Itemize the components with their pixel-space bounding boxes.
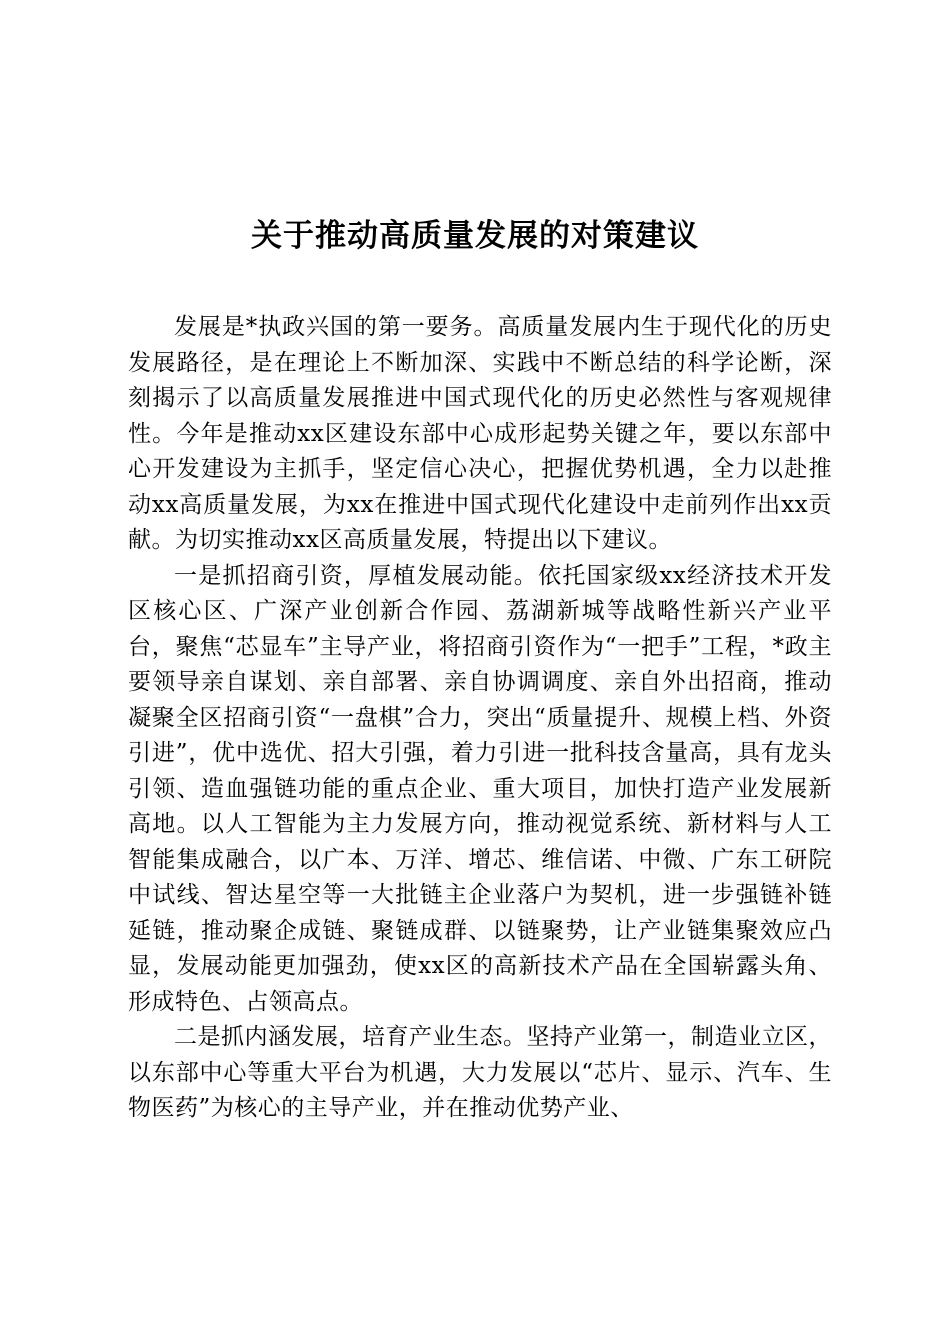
document-body (128, 310, 832, 1127)
document-title: 关于推动高质量发展的对策建议 (251, 218, 699, 254)
paragraph-investment: 一是抓招商引资，厚植发展动能。依托国家级xx经济技术开发区核心区、广深产业创新合作园、荔湖新城等战略性新兴产业平台，聚焦“芯显车”主导产业，将招商引资作为“一把手”工程，*政主要领导亲自谋划、亲自部署、亲自协调调度、亲自外出招商，推动凝聚全区招商引资“一盘棋”合力，突出“质量提升、规模上档、外资引进”，优中选优、招大引强，着力引进一批科技含量高，具有龙头引领、造血强链功能的重点企业、重大项目，加快打造产业发展新高地。以人工智能为主力发展方向，推动视觉系统、新材料与人工智能集成融合，以广本、万洋、增芯、维信诺、中微、广东工研院中试线、智达星空等一大批链主企业落户为契机，进一步强链补链延链，推动聚企成链、聚链成群、以链聚势，让产业链集聚效应凸显，发展动能更加强劲，使xx区的高新技术产品在全国崭露头角、形成特色、占领高点。 (128, 562, 832, 1015)
paragraph-intro: 发展是*执政兴国的第一要务。高质量发展内生于现代化的历史发展路径，是在理论上不断加深、实践中不断总结的科学论断，深刻揭示了以高质量发展推进中国式现代化的历史必然性与客观规律性。今年是推动xx区建设东部中心成形起势关键之年，要以东部中心开发建设为主抓手，坚定信心决心，把握优势机遇，全力以赴推动xx高质量发展，为xx在推进中国式现代化建设中走前列作出xx贡献。为切实推动xx区高质量发展，特提出以下建议。 (128, 314, 832, 553)
paragraph-industry: 二是抓内涵发展，培育产业生态。坚持产业第一，制造业立区，以东部中心等重大平台为机遇，大力发展以“芯片、显示、汽车、生物医药”为核心的主导产业，并在推动优势产业、 (128, 1024, 832, 1121)
